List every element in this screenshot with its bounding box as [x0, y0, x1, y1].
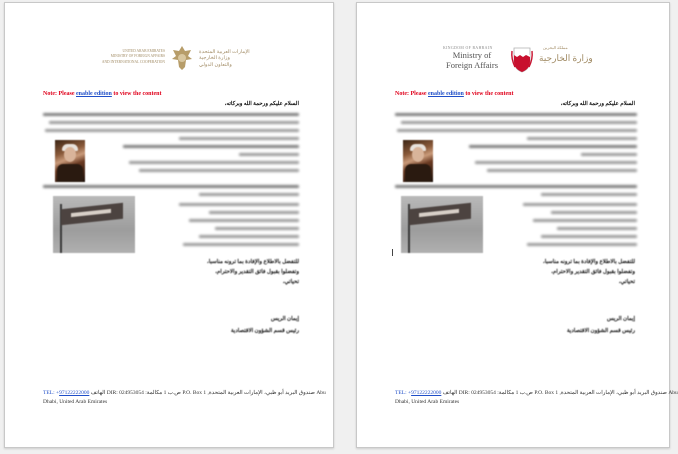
- blurred-list-bottom: [491, 203, 637, 251]
- bahrain-emblem-icon: [511, 45, 533, 73]
- document-page-right: [356, 2, 678, 448]
- flag-photo: [401, 196, 483, 253]
- signature-title: رئيس قسم الشؤون الاقتصادية: [566, 328, 635, 334]
- logo-arabic-text: الإمارات العربية المتحدة وزارة الخارجية والتعاون الدولي: [199, 49, 250, 68]
- bahrain-ministry-logo: [439, 43, 649, 79]
- closing-line-2: وتفضلوا بقبول فائق التقدير والاحترام،: [215, 269, 299, 275]
- greeting-text: السلام عليكم ورحمة الله وبركاته،: [224, 101, 299, 107]
- signature-title: رئيس قسم الشؤون الاقتصادية: [230, 328, 299, 334]
- uae-ministry-logo: [101, 45, 301, 73]
- enable-edition-link[interactable]: enable edition: [76, 91, 112, 97]
- uae-falcon-emblem-icon: [171, 45, 193, 71]
- greeting-text: السلام عليكم ورحمة الله وبركاته،: [560, 101, 635, 107]
- logo-english-text: UNITED ARAB EMIRATES MINISTRY OF FOREIGN AFFAIRS AND INTERNATIONAL COOPERATION: [101, 49, 165, 64]
- blurred-list-top: [115, 145, 299, 177]
- phone-link[interactable]: 97122222000: [59, 390, 90, 396]
- blurred-list-bottom: [145, 203, 299, 251]
- blurred-list-top: [461, 145, 637, 177]
- closing-line-3: تحياتي،: [282, 279, 299, 285]
- kingdom-arabic: مملكة البحرين: [543, 45, 568, 50]
- enable-editing-note: Note: Please enable edition to view the content: [43, 91, 162, 97]
- kingdom-english: KINGDOM OF BAHRAIN: [443, 46, 493, 50]
- person-photo: [55, 140, 85, 182]
- phone-link[interactable]: 97122222000: [411, 390, 442, 396]
- closing-line-3: تحياتي،: [618, 279, 635, 285]
- footer-contact: TEL: +97122222000 الهاتف DIR: 024953054 :ص.ب 1 مكالمة P.O. Box 1 ,صندوق البريد أبو ظبي، الإمارات العربية المتحدة Abu Dhabi, United Arab Emirates: [395, 390, 678, 405]
- enable-edition-link[interactable]: enable edition: [428, 91, 464, 97]
- signature-name: إيمان الريس: [606, 316, 635, 322]
- enable-editing-note: Note: Please enable edition to view the content: [395, 91, 514, 97]
- signature-name: إيمان الريس: [270, 316, 299, 322]
- closing-line-1: للتفضل بالاطلاع والإفادة بما ترونه مناسبا،: [206, 259, 299, 265]
- document-page-left: [4, 2, 334, 448]
- flag-photo: [53, 196, 135, 253]
- text-cursor: [392, 249, 393, 256]
- person-photo: [403, 140, 433, 182]
- footer-contact: TEL: +97122222000 الهاتف DIR: 024953054 :ص.ب 1 مكالمة P.O. Box 1 ,صندوق البريد أبو ظبي، الإمارات العربية المتحدة Abu Dhabi, United Arab Emirates: [43, 390, 326, 405]
- closing-line-2: وتفضلوا بقبول فائق التقدير والاحترام،: [551, 269, 635, 275]
- closing-line-1: للتفضل بالاطلاع والإفادة بما ترونه مناسبا،: [542, 259, 635, 265]
- ministry-arabic-title: وزارة الخارجية: [539, 53, 593, 63]
- ministry-english-title: Ministry of Foreign Affairs: [445, 50, 499, 70]
